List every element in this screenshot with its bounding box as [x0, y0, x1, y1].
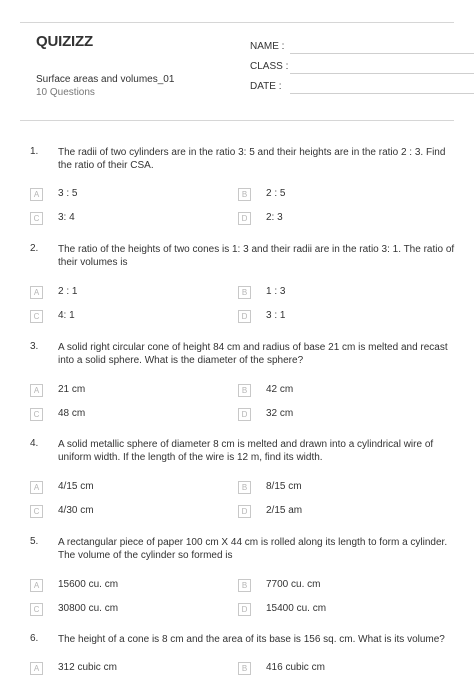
question-number: 6.	[30, 633, 39, 644]
name-label: NAME :	[250, 41, 285, 52]
option-value: 15400 cu. cm	[266, 603, 327, 614]
option-value: 8/15 cm	[266, 481, 302, 492]
header-bottom-divider	[20, 120, 454, 121]
name-line	[290, 53, 474, 54]
option-value: 312 cubic cm	[58, 662, 117, 673]
class-line	[290, 73, 474, 74]
option-letter-box: A	[30, 286, 43, 299]
option-value: 42 cm	[266, 384, 294, 395]
question-number: 5.	[30, 536, 39, 547]
option-value: 2 : 5	[266, 188, 286, 199]
option-letter-box: C	[30, 603, 43, 616]
question-text: A solid metallic sphere of diameter 8 cm is melted and drawn into a cylindrical wire of uniform width. If the length of the wire is 12 m, find its width.	[58, 439, 434, 463]
option-letter-box: D	[238, 408, 251, 421]
option-value: 4/30 cm	[58, 505, 94, 516]
question-number: 4.	[30, 438, 39, 449]
option-value: 2 : 1	[58, 286, 78, 297]
option-value: 32 cm	[266, 408, 294, 419]
question-text: A solid right circular cone of height 84 cm and radius of base 21 cm is melted and recast into a solid sphere. What is the diameter of the sphere?	[58, 342, 448, 366]
option-letter-box: D	[238, 603, 251, 616]
date-line	[290, 93, 474, 94]
option-value: 3 : 5	[58, 188, 78, 199]
option-value: 4: 1	[58, 310, 75, 321]
question-number: 1.	[30, 146, 39, 157]
question-text: The radii of two cylinders are in the ratio 3: 5 and their heights are in the ratio 2 : 3. Find the ratio of their CSA.	[58, 147, 446, 171]
option-letter-box: B	[238, 579, 251, 592]
option-value: 21 cm	[58, 384, 86, 395]
question-number: 2.	[30, 243, 39, 254]
option-value: 7700 cu. cm	[266, 579, 321, 590]
option-value: 30800 cu. cm	[58, 603, 119, 614]
option-letter-box: C	[30, 310, 43, 323]
question-text: The ratio of the heights of two cones is 1: 3 and their radii are in the ratio 3: 1. The ratio of their volumes is	[58, 244, 455, 268]
option-value: 3 : 1	[266, 310, 286, 321]
option-letter-box: B	[238, 662, 251, 675]
date-label: DATE :	[250, 81, 282, 92]
option-letter-box: D	[238, 505, 251, 518]
class-label: CLASS :	[250, 61, 289, 72]
worksheet-title: Surface areas and volumes_01	[36, 74, 175, 85]
option-letter-box: B	[238, 286, 251, 299]
option-value: 2: 3	[266, 212, 283, 223]
header-top-divider	[20, 22, 454, 23]
option-letter-box: C	[30, 212, 43, 225]
quizizz-logo: QUIZIZZ	[36, 33, 93, 50]
option-letter-box: B	[238, 188, 251, 201]
option-letter-box: D	[238, 310, 251, 323]
option-value: 3: 4	[58, 212, 75, 223]
option-value: 15600 cu. cm	[58, 579, 119, 590]
question-text: The height of a cone is 8 cm and the area of its base is 156 sq. cm. What is its volume?	[58, 634, 445, 645]
option-letter-box: B	[238, 384, 251, 397]
question-count: 10 Questions	[36, 87, 95, 98]
option-letter-box: A	[30, 481, 43, 494]
option-letter-box: A	[30, 188, 43, 201]
question-number: 3.	[30, 341, 39, 352]
option-value: 416 cubic cm	[266, 662, 325, 673]
option-value: 48 cm	[58, 408, 86, 419]
option-letter-box: A	[30, 662, 43, 675]
option-letter-box: B	[238, 481, 251, 494]
option-letter-box: C	[30, 408, 43, 421]
option-value: 4/15 cm	[58, 481, 94, 492]
option-letter-box: A	[30, 579, 43, 592]
question-text: A rectangular piece of paper 100 cm X 44 cm is rolled along its length to form a cylinder. The volume of the cylinder so formed is	[58, 537, 448, 561]
option-value: 2/15 am	[266, 505, 303, 516]
option-letter-box: C	[30, 505, 43, 518]
option-letter-box: A	[30, 384, 43, 397]
option-value: 1 : 3	[266, 286, 286, 297]
option-letter-box: D	[238, 212, 251, 225]
